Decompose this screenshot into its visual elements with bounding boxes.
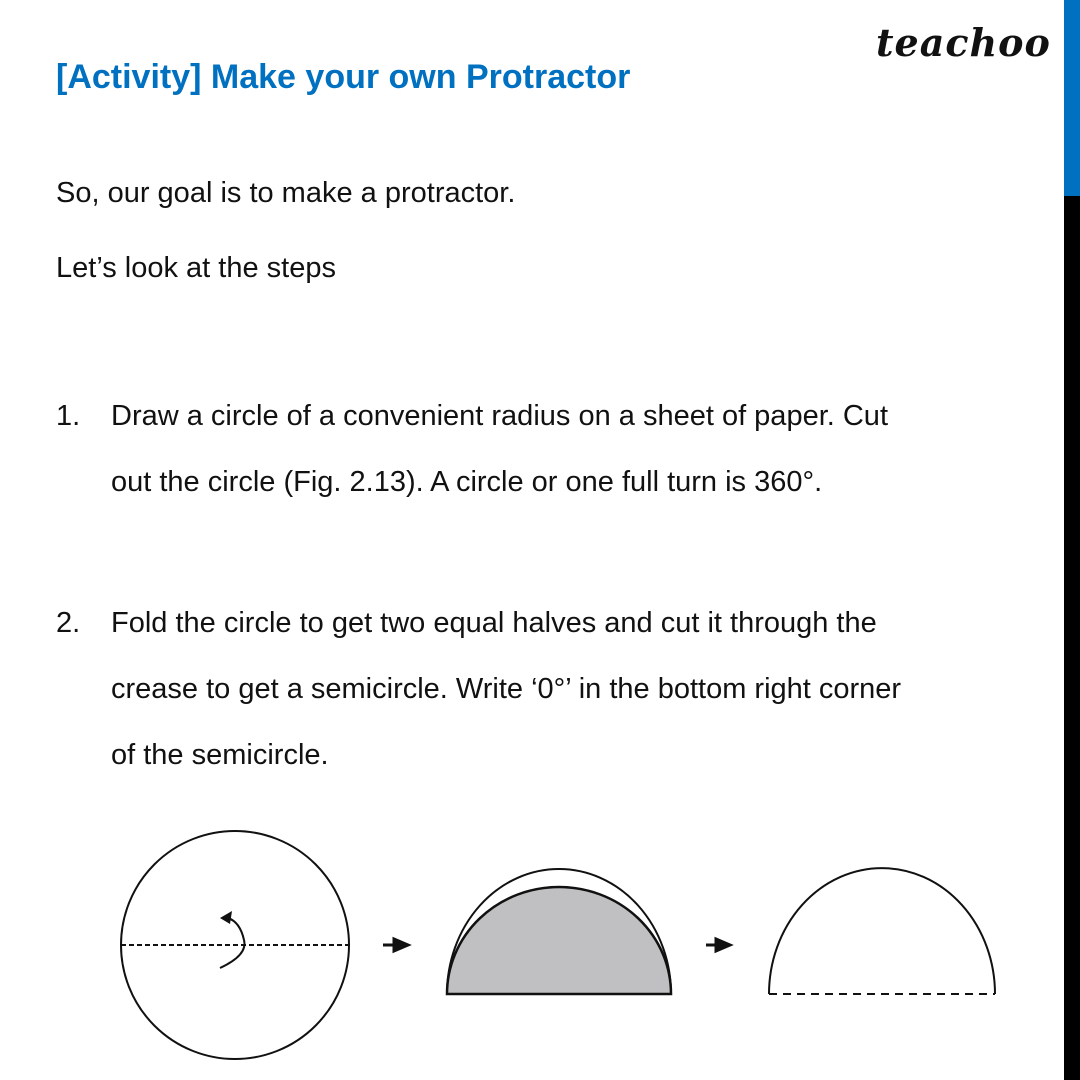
teachoo-logo: teachoo	[876, 20, 1051, 65]
step-number: 1.	[56, 400, 81, 432]
step-text: Fold the circle to get two equal halves and cut it through the	[111, 607, 877, 639]
arrow-right-icon	[706, 939, 730, 951]
intro-text: Let’s look at the steps	[56, 252, 336, 284]
step-text: Draw a circle of a convenient radius on a sheet of paper. Cut	[111, 400, 888, 432]
step-text: out the circle (Fig. 2.13). A circle or one full turn is 360°.	[111, 466, 823, 498]
step-text: of the semicircle.	[111, 739, 329, 771]
page-title: [Activity] Make your own Protractor	[56, 58, 631, 96]
fold-arrow-icon	[220, 911, 232, 924]
intro-text: So, our goal is to make a protractor.	[56, 177, 516, 209]
folded-semicircle-diagram	[447, 869, 671, 994]
step-number: 2.	[56, 607, 81, 639]
arrow-right-icon	[383, 939, 408, 951]
circle-fold-diagram	[121, 831, 349, 1059]
semicircle-diagram	[769, 868, 995, 994]
step-text: crease to get a semicircle. Write ‘0°’ in the bottom right corner	[111, 673, 902, 705]
